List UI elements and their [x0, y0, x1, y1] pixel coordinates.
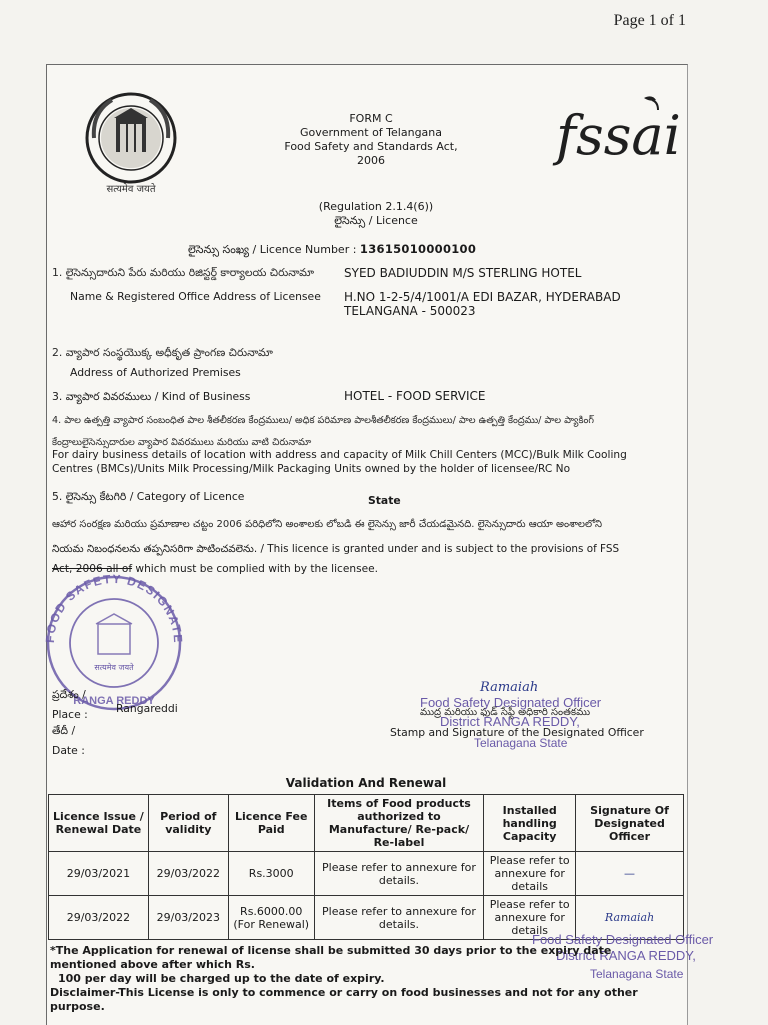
- date-label: Date :: [52, 744, 85, 757]
- grant-struck-text: Act, 2006 all of: [52, 563, 133, 575]
- signature-cell: Ramaiah: [576, 896, 684, 940]
- round-stamp-bottom-text: RANGA REDDY: [73, 695, 155, 707]
- issue-date-cell: 29/03/2021: [49, 852, 149, 896]
- footer-stamp-line-1: Food Safety Designated Officer: [532, 932, 714, 947]
- footer-stamp-line-3: Telanagana State: [590, 967, 684, 981]
- place-value: Rangareddi: [116, 702, 178, 715]
- licensee-address-line-2: TELANGANA - 500023: [344, 304, 476, 318]
- disclaimer-line-2: purpose.: [50, 1000, 105, 1013]
- item-2-label-telugu: 2. వ్యాపార సంస్థయొక్క అధీకృత ప్రాంగణ చిరునామా: [52, 346, 273, 359]
- item-4-label-telugu-2: కేంద్రాలులైసెన్సుదారుల వ్యాపార వివరములు మరియు వాటి చిరునామా: [52, 437, 312, 448]
- place-label: Place :: [52, 708, 88, 721]
- form-title: FORM C: [349, 112, 393, 125]
- licence-number-label: లైసెన్సు సంఖ్య / Licence Number :: [188, 243, 360, 256]
- kind-of-business-value: HOTEL - FOOD SERVICE: [344, 389, 486, 403]
- licensee-address-line-1: H.NO 1-2-5/4/1001/A EDI BAZAR, HYDERABAD: [344, 290, 621, 304]
- renewal-note-line-2: mentioned above after which Rs.: [50, 958, 255, 971]
- act-line-1: Food Safety and Standards Act,: [284, 140, 458, 153]
- capacity-cell: Please refer to annexure for details: [484, 896, 576, 940]
- col-signature: Signature Of Designated Officer: [576, 795, 684, 852]
- footer-stamp-line-2: District RANGA REDDY,: [556, 948, 696, 963]
- fee-note: (For Renewal): [233, 917, 310, 931]
- grant-text-line-2: నియమ నిబంధనలను తప్పనిసరిగా పాటించవలెను. / This licence is granted under and is subject to the provisions of FSS: [52, 543, 620, 555]
- officer-stamp-telugu: ముద్ర మరియు ఫుడ్ సేఫ్టీ అధికారి సంతకము: [420, 707, 591, 718]
- licence-number-line: [188, 242, 508, 259]
- renewal-note-line-1: *The Application for renewal of license shall be submitted 30 days prior to the expiry date: [50, 944, 612, 957]
- licensee-name: SYED BADIUDDIN M/S STERLING HOTEL: [344, 266, 582, 280]
- validation-header-row: [49, 795, 684, 852]
- item-4-label-english-1: For dairy business details of location with address and capacity of Milk Chill Centers (MCC)/Bulk Milk Cooling: [52, 449, 627, 461]
- grant-text-rest: which must be complied with by the licensee.: [132, 563, 379, 575]
- place-label-telugu: ప్రదేశం /: [52, 688, 86, 701]
- fee-amount: Rs.6000.00: [240, 904, 303, 918]
- issue-date-cell: 29/03/2022: [49, 896, 149, 940]
- round-stamp-ring-text: FOOD SAFETY DESIGNATE: [42, 572, 186, 645]
- col-validity: Period of validity: [148, 795, 228, 852]
- svg-text:FOOD SAFETY DESIGNATED OFFICER: [30, 572, 185, 644]
- form-header: [256, 112, 486, 168]
- validation-table: [48, 794, 684, 940]
- items-cell: Please refer to annexure for details.: [314, 852, 484, 896]
- disclaimer-line-1: Disclaimer-This License is only to commence or carry on food businesses and not for any other: [50, 986, 638, 999]
- validity-cell: 29/03/2023: [148, 896, 228, 940]
- round-stamp-motto: सत्यमेव जयते: [94, 663, 134, 672]
- col-issue-date: Licence Issue / Renewal Date: [49, 795, 149, 852]
- fee-cell: [228, 896, 314, 940]
- licence-label: లైసెన్సు / Licence: [334, 214, 418, 227]
- item-4-label-english-2: Centres (BMCs)/Units Milk Processing/Milk Packaging Units owned by the holder of licensee/RC No: [52, 463, 571, 475]
- regulation-block: [266, 200, 486, 228]
- officer-signature: Ramaiah: [480, 680, 539, 695]
- page-number: Page 1 of 1: [613, 12, 686, 29]
- col-fee: Licence Fee Paid: [228, 795, 314, 852]
- category-value: State: [368, 494, 401, 507]
- item-1-label-english: Name & Registered Office Address of Licensee: [70, 290, 321, 303]
- item-4-label-telugu-1: 4. పాల ఉత్పత్తి వ్యాపార సంబంధిత పాల శీతలీకరణ కేంద్రములు/ అధిక పరిమాణ పాలశీతలీకరణ కేంద్రములు/ పాల ఉత్పత్తి కేంద్రము/ పాల ప్యాకింగ్: [52, 415, 594, 426]
- date-label-telugu: తేదీ /: [52, 724, 76, 737]
- item-3-label: 3. వ్యాపార వివరములు / Kind of Business: [52, 390, 251, 403]
- act-line-2: 2006: [357, 154, 385, 167]
- telangana-emblem-icon: [72, 88, 190, 198]
- items-cell: Please refer to annexure for details.: [314, 896, 484, 940]
- signature-cell: —: [576, 852, 684, 896]
- capacity-cell: Please refer to annexure for details: [484, 852, 576, 896]
- validity-cell: 29/03/2022: [148, 852, 228, 896]
- item-2-label-english: Address of Authorized Premises: [70, 366, 241, 379]
- item-5-label: 5. లైసెన్సు కేటగిరి / Category of Licence: [52, 490, 245, 503]
- officer-stamp-caption: Stamp and Signature of the Designated Officer: [390, 726, 644, 739]
- licence-number-value: 13615010000100: [359, 242, 477, 256]
- emblem-motto: सत्यमेव जयते: [106, 184, 156, 195]
- col-capacity: Installed handling Capacity: [484, 795, 576, 852]
- fssai-logo-text: fssai: [556, 104, 681, 167]
- government-name: Government of Telangana: [299, 126, 443, 139]
- renewal-note-line-3: 100 per day will be charged up to the date of expiry.: [58, 972, 385, 985]
- table-row: [49, 852, 684, 896]
- fee-cell: Rs.3000: [228, 852, 314, 896]
- officer-stamp-line-2: District RANGA REDDY,: [440, 714, 580, 729]
- validation-title: Validation And Renewal: [285, 776, 447, 790]
- col-items: Items of Food products authorized to Manufacture/ Re-pack/ Re-label: [314, 795, 484, 852]
- item-1-label-telugu: 1. లైసెన్సుదారుని పేరు మరియు రిజిస్టర్డ్ కార్యాలయ చిరునామా: [52, 266, 314, 279]
- officer-stamp-line-3: Telanagana State: [474, 736, 568, 750]
- grant-text-line-1: ఆహార సంరక్షణ మరియు ప్రమాణాల చట్టం 2006 పరిధిలోని అంశాలకు లోబడి ఈ లైసెన్సు జారీ చేయడమైనది. లైసెన్సుదారు ఆయా అంశాలలోని: [52, 519, 603, 530]
- regulation-number: (Regulation 2.1.4(6)): [318, 200, 434, 213]
- fssai-logo: [552, 92, 681, 170]
- officer-stamp-line-1: Food Safety Designated Officer: [420, 695, 602, 710]
